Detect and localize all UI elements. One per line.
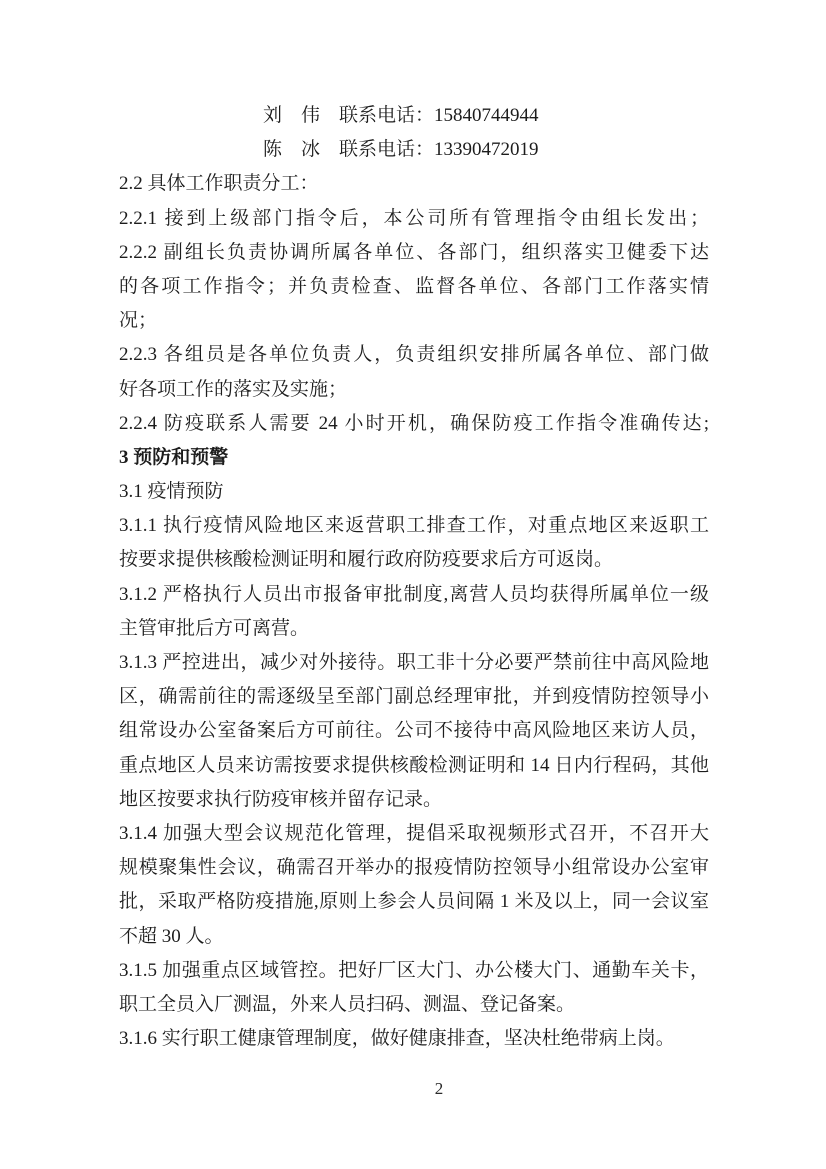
text-line: 2.2.2 副组长负责协调所属各单位、各部门，组织落实卫健委下达 — [119, 241, 709, 263]
text-line: 区，确需前往的需逐级呈至部门副总经理审批，并到疫情防控领导小 — [119, 686, 709, 708]
text-line: 主管审批后方可离营。 — [119, 617, 310, 639]
contact-line: 陈 冰 联系电话：13390472019 — [263, 139, 539, 161]
text-line: 组常设办公室备案后方可前往。公司不接待中高风险地区来访人员， — [119, 720, 709, 742]
text-line: 职工全员入厂测温，外来人员扫码、测温、登记备案。 — [119, 993, 576, 1015]
text-line: 规模聚集性会议，确需召开举办的报疫情防控领导小组常设办公室审 — [119, 857, 709, 879]
text-line: 地区按要求执行防疫审核并留存记录。 — [119, 788, 443, 810]
page-number: 2 — [434, 1079, 444, 1098]
text-line: 3.1.3 严控进出，减少对外接待。职工非十分必要严禁前往中高风险地 — [119, 652, 709, 673]
text-line: 批，采取严格防疫措施,原则上参会人员间隔 1 米及以上，同一会议室 — [119, 891, 709, 913]
text-line: 3.1.1 执行疫情风险地区来返营职工排查工作，对重点地区来返职工 — [119, 515, 709, 537]
text-line: 2.2.3 各组员是各单位负责人，负责组织安排所属各单位、部门做 — [119, 344, 709, 366]
text-line: 3.1.5 加强重点区域管控。把好厂区大门、办公楼大门、通勤车关卡， — [119, 959, 709, 981]
text-line: 3.1.6 实行职工健康管理制度，做好健康排查，坚决杜绝带病上岗。 — [119, 1028, 675, 1050]
section-3-heading: 3 预防和预警 — [119, 446, 229, 468]
contact-line: 刘 伟 联系电话：15840744944 — [263, 105, 539, 126]
document-body — [119, 99, 709, 1056]
text-line: 重点地区人员来访需按要求提供核酸检测证明和 14 日内行程码，其他 — [119, 754, 709, 776]
text-line: 况； — [119, 310, 158, 332]
text-line: 不超 30 人。 — [119, 925, 224, 947]
text-line: 的各项工作指令；并负责检查、监督各单位、各部门工作落实情 — [119, 275, 709, 297]
text-line: 2.2.4 防疫联系人需要 24 小时开机，确保防疫工作指令准确传达; — [119, 412, 709, 434]
text-line: 按要求提供核酸检测证明和履行政府防疫要求后方可返岗。 — [119, 549, 614, 571]
text-line: 3.1.2 严格执行人员出市报备审批制度,离营人员均获得所属单位一级 — [119, 583, 709, 605]
subsection-3-1-title: 3.1 疫情预防 — [119, 481, 224, 503]
text-line: 3.1.4 加强大型会议规范化管理，提倡采取视频形式召开，不召开大 — [119, 822, 709, 844]
subsection-2-2-title: 2.2 具体工作职责分工： — [119, 173, 319, 195]
text-line: 好各项工作的落实及实施； — [119, 378, 348, 400]
text-line: 2.2.1 接到上级部门指令后，本公司所有管理指令由组长发出； — [119, 207, 709, 229]
